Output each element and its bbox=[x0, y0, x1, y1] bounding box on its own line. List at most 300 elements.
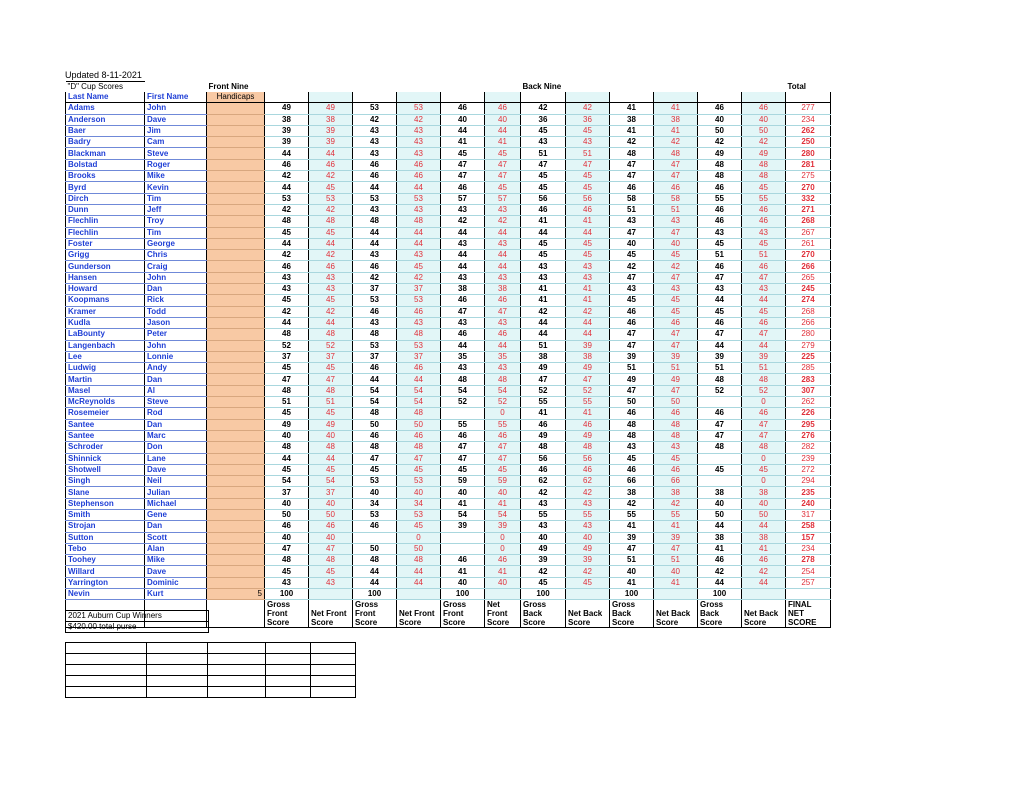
net-score-cell: 43 bbox=[566, 272, 610, 283]
handicap-cell bbox=[207, 182, 265, 193]
net-score-cell: 43 bbox=[566, 137, 610, 148]
grid-cell bbox=[208, 687, 266, 698]
net-score-cell: 54 bbox=[397, 385, 441, 396]
net-score-cell: 38 bbox=[309, 114, 353, 125]
gross-score-cell: 44 bbox=[353, 182, 397, 193]
gross-score-cell: 47 bbox=[610, 385, 654, 396]
gross-score-cell: 47 bbox=[610, 272, 654, 283]
net-score-cell: 45 bbox=[397, 521, 441, 532]
gross-score-cell: 53 bbox=[353, 193, 397, 204]
gross-score-cell: 46 bbox=[610, 182, 654, 193]
first-name-cell: Neil bbox=[145, 476, 207, 487]
handicap-cell bbox=[207, 227, 265, 238]
handicap-cell bbox=[207, 295, 265, 306]
gross-score-cell: 47 bbox=[610, 159, 654, 170]
gross-score-cell: 46 bbox=[441, 182, 485, 193]
first-name-cell: Dominic bbox=[145, 577, 207, 588]
gross-score-cell: 42 bbox=[353, 272, 397, 283]
net-score-cell: 46 bbox=[566, 464, 610, 475]
gross-score-cell: 52 bbox=[265, 340, 309, 351]
last-name-cell: Singh bbox=[66, 476, 145, 487]
net-score-cell: 39 bbox=[566, 555, 610, 566]
gross-score-cell: 46 bbox=[610, 306, 654, 317]
last-name-cell: Koopmans bbox=[66, 295, 145, 306]
handicap-cell bbox=[207, 216, 265, 227]
net-score-cell: 47 bbox=[566, 374, 610, 385]
final-score-cell: 285 bbox=[786, 363, 831, 374]
footer-label bbox=[742, 600, 786, 610]
grid-cell bbox=[311, 687, 356, 698]
gross-score-cell: 41 bbox=[698, 543, 742, 554]
gross-score-cell: 46 bbox=[698, 103, 742, 114]
table-row bbox=[66, 125, 831, 136]
net-score-cell: 40 bbox=[654, 566, 698, 577]
gross-score-cell: 46 bbox=[698, 216, 742, 227]
net-score-cell: 43 bbox=[397, 148, 441, 159]
gross-score-cell: 48 bbox=[698, 442, 742, 453]
net-score-cell: 49 bbox=[566, 430, 610, 441]
net-score-cell: 47 bbox=[485, 171, 521, 182]
net-score-cell: 37 bbox=[397, 284, 441, 295]
gross-score-cell: 46 bbox=[441, 295, 485, 306]
gross-score-cell: 53 bbox=[353, 509, 397, 520]
net-score-cell: 43 bbox=[485, 363, 521, 374]
net-score-cell: 38 bbox=[742, 487, 786, 498]
last-name-cell: Langenbach bbox=[66, 340, 145, 351]
table-row bbox=[66, 284, 831, 295]
handicap-cell bbox=[207, 159, 265, 170]
last-name-cell: Strojan bbox=[66, 521, 145, 532]
gross-score-cell: 51 bbox=[698, 250, 742, 261]
winners-grid bbox=[65, 642, 356, 698]
table-row bbox=[66, 577, 831, 588]
final-score-cell: 258 bbox=[786, 521, 831, 532]
net-score-cell: 43 bbox=[654, 442, 698, 453]
net-score-cell: 46 bbox=[397, 363, 441, 374]
gross-score-cell: 45 bbox=[698, 238, 742, 249]
net-score-cell: 40 bbox=[485, 487, 521, 498]
net-score-cell: 45 bbox=[742, 182, 786, 193]
net-score-cell: 47 bbox=[654, 272, 698, 283]
gross-score-cell: 45 bbox=[610, 250, 654, 261]
footer-label bbox=[66, 600, 145, 610]
handicap-cell bbox=[207, 521, 265, 532]
grid-row bbox=[66, 654, 356, 665]
gross-score-cell: 45 bbox=[521, 238, 566, 249]
gross-score-cell: 47 bbox=[610, 227, 654, 238]
gross-score-cell: 43 bbox=[265, 284, 309, 295]
net-score-cell: 41 bbox=[566, 284, 610, 295]
net-score-cell: 45 bbox=[309, 227, 353, 238]
footer-label bbox=[397, 600, 441, 610]
gross-score-cell: 47 bbox=[610, 543, 654, 554]
last-name-cell: Dunn bbox=[66, 204, 145, 215]
first-name-cell: John bbox=[145, 272, 207, 283]
net-score-cell: 43 bbox=[397, 137, 441, 148]
footer-label: Net Back bbox=[654, 609, 698, 618]
footer-label: Score bbox=[610, 618, 654, 628]
net-score-cell: 43 bbox=[742, 227, 786, 238]
gross-score-cell: 41 bbox=[521, 284, 566, 295]
handicap-cell bbox=[207, 272, 265, 283]
gross-score-cell: 36 bbox=[521, 114, 566, 125]
gross-score-cell: 100 bbox=[521, 589, 566, 600]
gross-score-cell: 46 bbox=[698, 182, 742, 193]
net-score-cell: 56 bbox=[566, 193, 610, 204]
gross-score-cell: 46 bbox=[441, 329, 485, 340]
net-score-cell: 38 bbox=[742, 532, 786, 543]
table-row bbox=[66, 340, 831, 351]
net-score-cell: 46 bbox=[742, 216, 786, 227]
footer-label: Score bbox=[742, 618, 786, 628]
net-score-cell: 48 bbox=[742, 159, 786, 170]
gross-score-cell: 51 bbox=[610, 363, 654, 374]
gross-score-cell: 51 bbox=[265, 397, 309, 408]
net-score-cell: 42 bbox=[566, 306, 610, 317]
net-score-cell: 53 bbox=[397, 295, 441, 306]
gross-score-cell: 48 bbox=[353, 408, 397, 419]
handicap-cell bbox=[207, 125, 265, 136]
table-row bbox=[66, 329, 831, 340]
footer-label bbox=[207, 600, 265, 610]
gross-score-cell: 41 bbox=[441, 137, 485, 148]
gross-score-cell: 50 bbox=[353, 419, 397, 430]
gross-score-cell: 46 bbox=[698, 261, 742, 272]
gross-score-cell: 46 bbox=[353, 430, 397, 441]
handicap-cell bbox=[207, 408, 265, 419]
net-score-cell: 47 bbox=[742, 272, 786, 283]
gross-score-cell: 43 bbox=[610, 216, 654, 227]
gross-score-cell: 43 bbox=[353, 137, 397, 148]
handicap-cell bbox=[207, 261, 265, 272]
net-score-cell: 53 bbox=[397, 509, 441, 520]
gross-score-cell: 47 bbox=[698, 272, 742, 283]
gross-score-cell: 45 bbox=[610, 453, 654, 464]
final-score-cell: 235 bbox=[786, 487, 831, 498]
gross-score-cell: 46 bbox=[441, 103, 485, 114]
handicap-cell bbox=[207, 498, 265, 509]
gross-score-cell: 48 bbox=[610, 419, 654, 430]
net-score-cell: 37 bbox=[309, 487, 353, 498]
gross-score-cell: 42 bbox=[353, 114, 397, 125]
final-score-cell bbox=[786, 589, 831, 600]
net-score-cell: 46 bbox=[742, 261, 786, 272]
gross-score-cell: 45 bbox=[521, 171, 566, 182]
gross-score-cell: 43 bbox=[521, 521, 566, 532]
net-score-cell: 45 bbox=[397, 464, 441, 475]
gross-score-cell: 44 bbox=[353, 566, 397, 577]
footer-label: Back bbox=[521, 609, 566, 618]
net-score-cell: 51 bbox=[566, 148, 610, 159]
gross-score-cell: 50 bbox=[610, 397, 654, 408]
net-score-cell: 47 bbox=[654, 340, 698, 351]
net-score-cell: 0 bbox=[397, 532, 441, 543]
gross-score-cell: 44 bbox=[265, 148, 309, 159]
final-score-cell: 272 bbox=[786, 464, 831, 475]
net-score-cell: 46 bbox=[397, 171, 441, 182]
footer-label: Score bbox=[265, 618, 309, 628]
gross-score-cell: 43 bbox=[521, 272, 566, 283]
gross-score-cell bbox=[698, 453, 742, 464]
table-row bbox=[66, 509, 831, 520]
first-name-cell: Dave bbox=[145, 464, 207, 475]
gross-score-cell: 46 bbox=[353, 306, 397, 317]
last-name-cell: Lee bbox=[66, 351, 145, 362]
net-score-cell: 48 bbox=[397, 216, 441, 227]
handicap-cell bbox=[207, 351, 265, 362]
net-score-cell: 45 bbox=[309, 408, 353, 419]
net-score-cell: 46 bbox=[397, 430, 441, 441]
gross-score-cell: 48 bbox=[265, 442, 309, 453]
final-score-cell: 271 bbox=[786, 204, 831, 215]
net-score-cell: 47 bbox=[485, 442, 521, 453]
last-name-header: Last Name bbox=[66, 92, 145, 103]
net-score-cell: 41 bbox=[485, 498, 521, 509]
gross-score-cell: 100 bbox=[441, 589, 485, 600]
grid-cell bbox=[66, 687, 147, 698]
net-score-cell: 43 bbox=[485, 204, 521, 215]
net-score-cell: 39 bbox=[566, 340, 610, 351]
first-name-cell: Kevin bbox=[145, 182, 207, 193]
final-score-cell: 278 bbox=[786, 555, 831, 566]
net-score-cell: 42 bbox=[654, 261, 698, 272]
footer-label: Score bbox=[521, 618, 566, 628]
net-score-cell: 48 bbox=[309, 442, 353, 453]
last-name-cell: Masel bbox=[66, 385, 145, 396]
footer-label: Back bbox=[698, 609, 742, 618]
gross-score-cell: 100 bbox=[610, 589, 654, 600]
net-score-cell: 47 bbox=[309, 543, 353, 554]
net-score-cell: 45 bbox=[566, 238, 610, 249]
gross-score-cell: 46 bbox=[353, 363, 397, 374]
net-score-cell: 48 bbox=[397, 408, 441, 419]
gross-score-cell: 46 bbox=[265, 521, 309, 532]
footer-label: Front bbox=[353, 609, 397, 618]
net-score-cell: 45 bbox=[742, 464, 786, 475]
gross-score-cell: 48 bbox=[610, 430, 654, 441]
net-score-cell: 45 bbox=[566, 182, 610, 193]
gross-score-cell: 48 bbox=[353, 555, 397, 566]
table-row bbox=[66, 532, 831, 543]
final-score-cell: 270 bbox=[786, 182, 831, 193]
gross-score-cell: 43 bbox=[353, 125, 397, 136]
net-score-cell: 54 bbox=[309, 476, 353, 487]
gross-score-cell: 54 bbox=[265, 476, 309, 487]
gross-score-cell: 43 bbox=[265, 272, 309, 283]
net-score-cell: 43 bbox=[485, 272, 521, 283]
net-score-cell: 43 bbox=[397, 204, 441, 215]
last-name-cell: Santee bbox=[66, 430, 145, 441]
net-score-cell: 43 bbox=[566, 261, 610, 272]
table-row bbox=[66, 250, 831, 261]
first-name-cell: Rod bbox=[145, 408, 207, 419]
grid-cell bbox=[147, 643, 208, 654]
net-score-cell: 48 bbox=[566, 442, 610, 453]
table-row bbox=[66, 363, 831, 374]
net-score-cell: 66 bbox=[654, 476, 698, 487]
table-row bbox=[66, 171, 831, 182]
net-score-cell: 48 bbox=[309, 329, 353, 340]
net-score-cell: 41 bbox=[654, 125, 698, 136]
net-score-cell: 40 bbox=[742, 114, 786, 125]
net-score-cell: 55 bbox=[485, 419, 521, 430]
gross-score-cell: 66 bbox=[610, 476, 654, 487]
handicap-cell bbox=[207, 385, 265, 396]
net-score-cell: 49 bbox=[566, 363, 610, 374]
handicap-cell: 5 bbox=[207, 589, 265, 600]
net-score-cell: 44 bbox=[397, 238, 441, 249]
grid-row bbox=[66, 665, 356, 676]
net-score-cell: 0 bbox=[485, 543, 521, 554]
handicap-cell bbox=[207, 193, 265, 204]
table-row bbox=[66, 397, 831, 408]
table-row bbox=[66, 408, 831, 419]
gross-score-cell: 54 bbox=[353, 397, 397, 408]
gross-score-cell: 56 bbox=[521, 453, 566, 464]
first-name-cell: Tim bbox=[145, 227, 207, 238]
last-name-cell: Baer bbox=[66, 125, 145, 136]
net-score-cell: 41 bbox=[485, 566, 521, 577]
gross-score-cell: 37 bbox=[265, 351, 309, 362]
table-row bbox=[66, 182, 831, 193]
first-name-cell: Jim bbox=[145, 125, 207, 136]
footer-label: Net Front bbox=[397, 609, 441, 618]
net-score-cell: 41 bbox=[654, 577, 698, 588]
net-score-cell: 43 bbox=[485, 317, 521, 328]
net-score-cell: 48 bbox=[654, 419, 698, 430]
gross-score-cell: 45 bbox=[265, 566, 309, 577]
gross-score-cell: 51 bbox=[521, 148, 566, 159]
net-score-cell bbox=[485, 589, 521, 600]
footer-label: Gross bbox=[610, 600, 654, 610]
table-row bbox=[66, 261, 831, 272]
last-name-cell: Badry bbox=[66, 137, 145, 148]
gross-score-cell: 38 bbox=[265, 114, 309, 125]
gross-score-cell: 49 bbox=[521, 543, 566, 554]
last-name-cell: Kramer bbox=[66, 306, 145, 317]
gross-score-cell: 42 bbox=[265, 306, 309, 317]
net-score-cell: 46 bbox=[485, 430, 521, 441]
net-score-cell: 41 bbox=[566, 216, 610, 227]
net-score-cell: 38 bbox=[566, 351, 610, 362]
table-row bbox=[66, 238, 831, 249]
gross-score-cell: 42 bbox=[441, 216, 485, 227]
last-name-cell: Toohey bbox=[66, 555, 145, 566]
table-row bbox=[66, 193, 831, 204]
grid-cell bbox=[266, 676, 311, 687]
net-score-cell: 44 bbox=[309, 238, 353, 249]
gross-score-cell: 53 bbox=[353, 340, 397, 351]
net-score-cell: 46 bbox=[742, 555, 786, 566]
final-score-cell: 268 bbox=[786, 216, 831, 227]
net-score-cell: 40 bbox=[566, 532, 610, 543]
gross-score-cell: 47 bbox=[265, 374, 309, 385]
table-row bbox=[66, 589, 831, 600]
first-name-cell: Tim bbox=[145, 193, 207, 204]
first-name-cell: Dave bbox=[145, 114, 207, 125]
gross-score-cell: 44 bbox=[353, 577, 397, 588]
gross-score-cell: 46 bbox=[353, 521, 397, 532]
final-score-cell: 295 bbox=[786, 419, 831, 430]
final-score-cell: 268 bbox=[786, 306, 831, 317]
handicap-cell bbox=[207, 487, 265, 498]
gross-score-cell: 51 bbox=[610, 204, 654, 215]
table-row bbox=[66, 442, 831, 453]
gross-score-cell: 44 bbox=[441, 261, 485, 272]
net-score-cell: 47 bbox=[742, 419, 786, 430]
first-name-cell: Dave bbox=[145, 566, 207, 577]
gross-score-cell: 46 bbox=[698, 555, 742, 566]
gross-score-cell: 46 bbox=[353, 171, 397, 182]
first-name-cell: Mike bbox=[145, 555, 207, 566]
grid-cell bbox=[266, 654, 311, 665]
gross-score-cell: 38 bbox=[610, 487, 654, 498]
net-score-cell: 58 bbox=[654, 193, 698, 204]
final-score-cell: 277 bbox=[786, 103, 831, 114]
net-score-cell: 51 bbox=[742, 363, 786, 374]
net-score-cell: 37 bbox=[397, 351, 441, 362]
final-score-cell: 307 bbox=[786, 385, 831, 396]
handicap-cell bbox=[207, 238, 265, 249]
net-score-cell: 41 bbox=[485, 137, 521, 148]
last-name-cell: Ludwig bbox=[66, 363, 145, 374]
net-score-cell: 36 bbox=[566, 114, 610, 125]
gross-score-cell: 45 bbox=[441, 148, 485, 159]
gross-score-cell: 40 bbox=[698, 498, 742, 509]
net-score-cell: 44 bbox=[397, 577, 441, 588]
gross-score-cell: 38 bbox=[521, 351, 566, 362]
handicap-cell bbox=[207, 171, 265, 182]
gross-score-cell: 40 bbox=[353, 487, 397, 498]
first-name-cell: Steve bbox=[145, 148, 207, 159]
first-name-header: First Name bbox=[145, 92, 207, 103]
gross-score-cell: 44 bbox=[353, 227, 397, 238]
net-score-cell: 41 bbox=[654, 521, 698, 532]
grid-cell bbox=[147, 676, 208, 687]
footer-label: Front bbox=[265, 609, 309, 618]
first-name-cell: Don bbox=[145, 442, 207, 453]
table-row bbox=[66, 137, 831, 148]
net-score-cell: 44 bbox=[309, 148, 353, 159]
first-name-cell: Jason bbox=[145, 317, 207, 328]
gross-score-cell: 34 bbox=[353, 498, 397, 509]
net-score-cell: 39 bbox=[309, 137, 353, 148]
grid-cell bbox=[66, 665, 147, 676]
gross-score-cell: 40 bbox=[265, 498, 309, 509]
first-name-cell: Andy bbox=[145, 363, 207, 374]
last-name-cell: Bolstad bbox=[66, 159, 145, 170]
net-score-cell: 47 bbox=[566, 159, 610, 170]
gross-score-cell: 57 bbox=[441, 193, 485, 204]
net-score-cell: 54 bbox=[485, 385, 521, 396]
last-name-cell: Shotwell bbox=[66, 464, 145, 475]
gross-score-cell: 41 bbox=[610, 577, 654, 588]
net-score-cell: 52 bbox=[309, 340, 353, 351]
grid-cell bbox=[66, 654, 147, 665]
gross-score-cell: 54 bbox=[441, 509, 485, 520]
net-score-cell: 47 bbox=[485, 159, 521, 170]
gross-score-cell: 50 bbox=[353, 543, 397, 554]
net-score-cell: 43 bbox=[397, 317, 441, 328]
front-nine-label: Front Nine bbox=[208, 81, 249, 91]
gross-score-cell: 47 bbox=[521, 159, 566, 170]
last-name-cell: Flechlin bbox=[66, 227, 145, 238]
net-score-cell: 48 bbox=[654, 148, 698, 159]
net-score-cell: 42 bbox=[742, 566, 786, 577]
last-name-cell: Anderson bbox=[66, 114, 145, 125]
net-score-cell: 51 bbox=[654, 555, 698, 566]
final-score-cell: 240 bbox=[786, 498, 831, 509]
